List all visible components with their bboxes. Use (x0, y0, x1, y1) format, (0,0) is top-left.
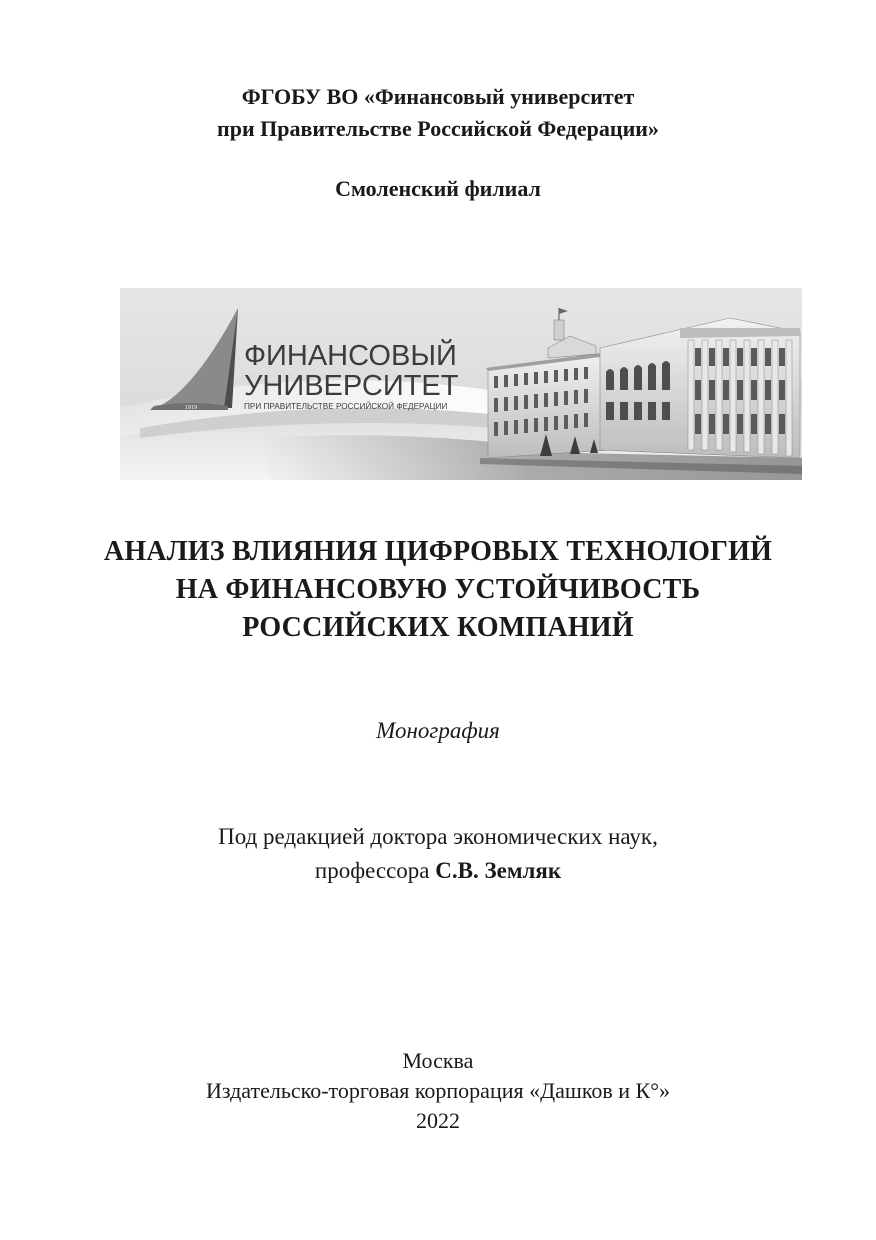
logo-year: 1919 (185, 405, 197, 411)
book-title-line-1: АНАЛИЗ ВЛИЯНИЯ ЦИФРОВЫХ ТЕХНОЛОГИЙ (103, 536, 773, 567)
editor-line-1: Под редакцией доктора экономических наук, (218, 824, 658, 849)
book-title-line-2: НА ФИНАНСОВУЮ УСТОЙЧИВОСТЬ (175, 574, 701, 605)
imprint-publisher: Издательско-торговая корпорация «Дашков и К°» (205, 1078, 671, 1103)
book-title-line-3: РОССИЙСКИХ КОМПАНИЙ (242, 612, 634, 643)
imprint-city: Москва (402, 1048, 474, 1073)
logo-text-line-3: ПРИ ПРАВИТЕЛЬСТВЕ РОССИЙСКОЙ ФЕДЕРАЦИИ (244, 402, 448, 411)
logo-text-line-2: УНИВЕРСИТЕТ (244, 370, 459, 402)
editor-line-2 (0, 858, 876, 884)
branch-name: Смоленский филиал (335, 176, 541, 201)
imprint-year: 2022 (416, 1108, 460, 1133)
genre-label: Монография (376, 718, 500, 743)
university-banner (120, 288, 802, 480)
institution-line-1: ФГОБУ ВО «Финансовый университет (241, 84, 635, 109)
editor-name: С.В. Земляк (435, 858, 562, 883)
institution-line-2: при Правительстве Российской Федерации» (217, 116, 659, 141)
logo-text-line-1: ФИНАНСОВЫЙ (244, 340, 457, 372)
editor-title: профессора (314, 858, 436, 883)
